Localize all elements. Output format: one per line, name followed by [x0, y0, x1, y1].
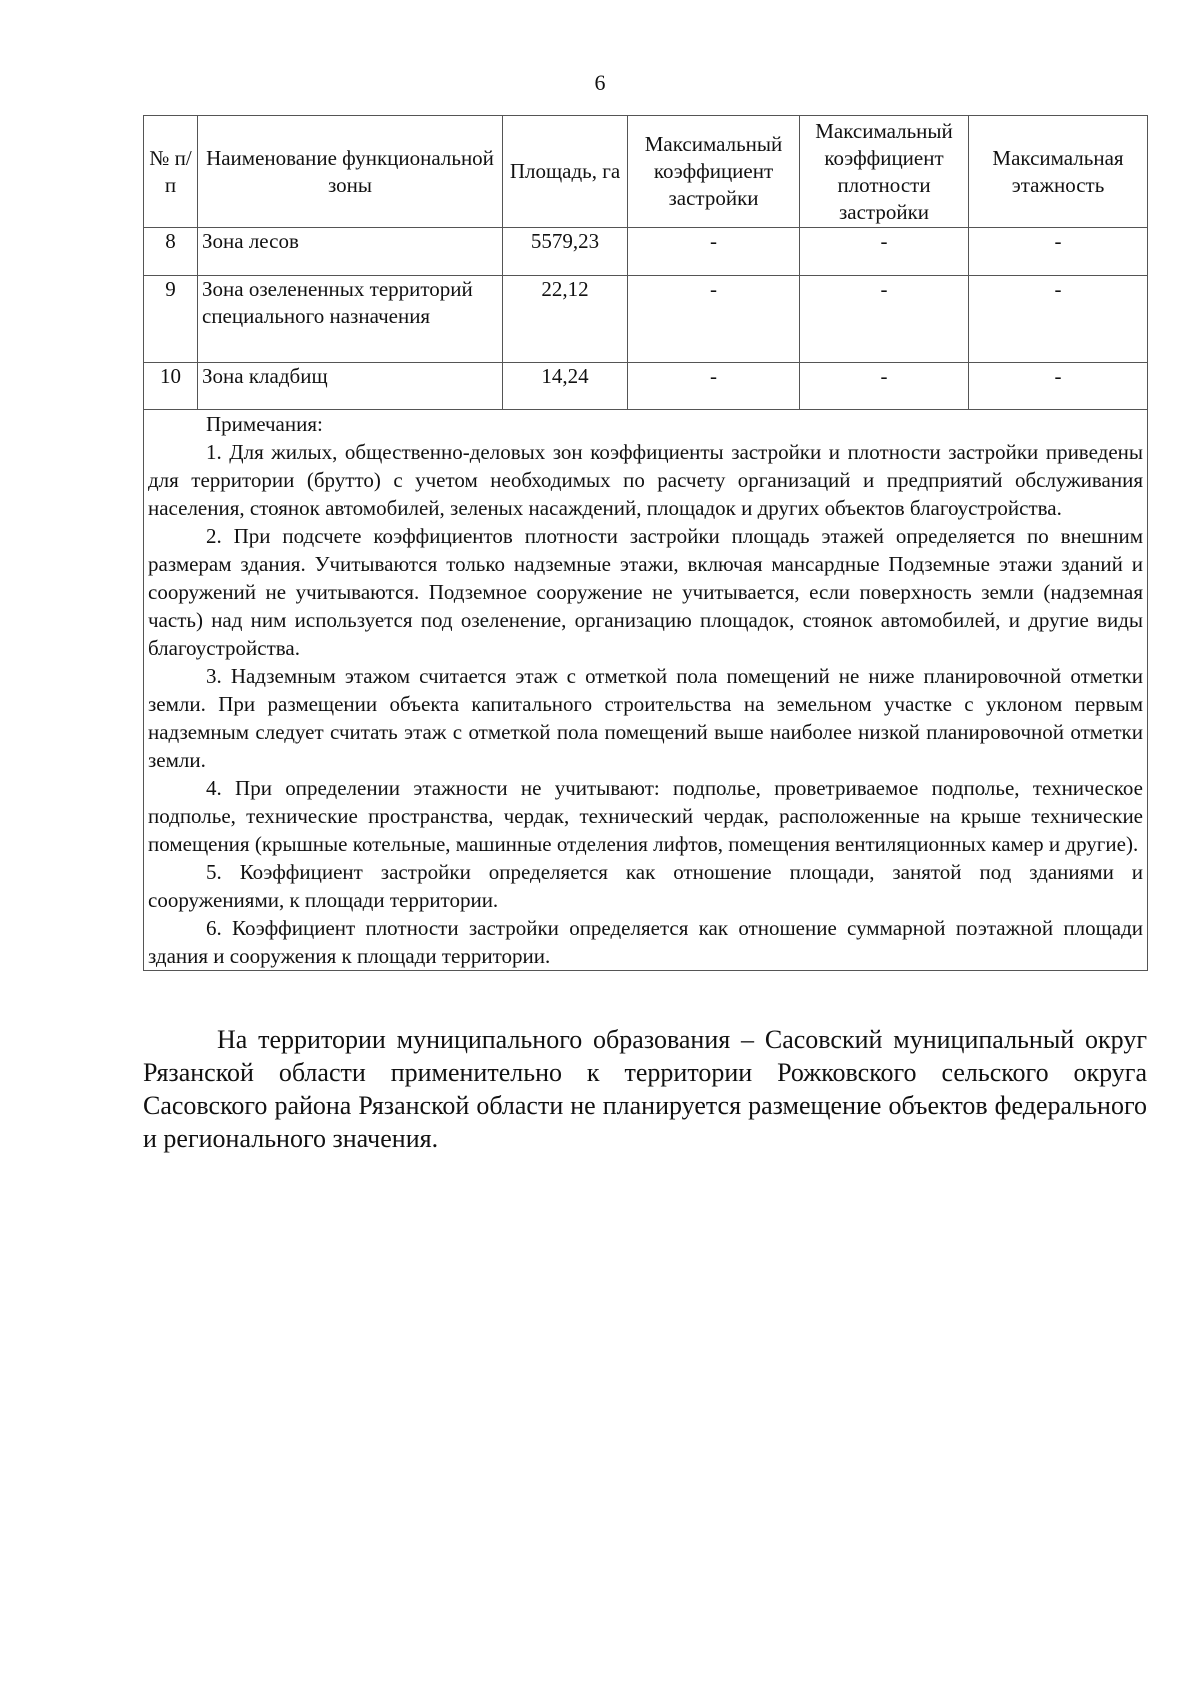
- row-density-coef: -: [800, 228, 969, 276]
- row-build-coef: -: [628, 363, 800, 410]
- row-area: 5579,23: [503, 228, 628, 276]
- table-row: [144, 228, 1148, 276]
- table-row: [144, 363, 1148, 410]
- zones-table: [143, 115, 1148, 971]
- note-item: 2. При подсчете коэффициентов плотности застройки площадь этажей определяется по внешним размерам здания. Учитываются только надземные этажи, включая мансардные Подземные этажи зданий и сооружений не учитываются. Подземное сооружение не учитывается, если поверхность земли (надземная часть) над ним используется под озеленение, организацию площадок, стоянок автомобилей, и другие виды благоустройства.: [148, 524, 1143, 660]
- notes-row: [144, 410, 1148, 971]
- table-row: [144, 276, 1148, 363]
- row-floors: -: [969, 363, 1148, 410]
- row-num: 10: [144, 363, 198, 410]
- header-num: № п/п: [144, 116, 198, 228]
- note-item: 6. Коэффициент плотности застройки определяется как отношение суммарной поэтажной площади здания и сооружения к площади территории.: [148, 916, 1143, 968]
- header-build-coef: Максимальный коэффициент застройки: [628, 116, 800, 228]
- note-item: 1. Для жилых, общественно-деловых зон коэффициенты застройки и плотности застройки приведены для территории (брутто) с учетом необходимых по расчету организаций и предприятий обслуживания населения, стоянок автомобилей, зеленых насаждений, площадок и других объектов благоустройства.: [148, 440, 1143, 520]
- row-floors: -: [969, 276, 1148, 363]
- row-density-coef: -: [800, 276, 969, 363]
- notes-cell: [144, 410, 1148, 971]
- row-zone-name: Зона кладбищ: [198, 363, 503, 410]
- page-number: 6: [594, 70, 606, 95]
- row-build-coef: -: [628, 228, 800, 276]
- row-num: 8: [144, 228, 198, 276]
- row-num: 9: [144, 276, 198, 363]
- row-density-coef: -: [800, 363, 969, 410]
- header-area: Площадь, га: [503, 116, 628, 228]
- row-zone-name: Зона озелененных территорий специального назначения: [198, 276, 503, 363]
- body-paragraph: На территории муниципального образования – Сасовский муниципальный округ Рязанской области применительно к территории Рожковского сельского округа Сасовского района Рязанской области не планируется размещение объектов федерального и регионального значения.: [143, 1025, 1147, 1153]
- row-area: 14,24: [503, 363, 628, 410]
- header-density-coef: Максимальный коэффициент плотности застройки: [800, 116, 969, 228]
- header-zone-name: Наименование функциональной зоны: [198, 116, 503, 228]
- header-floors: Максимальная этажность: [969, 116, 1148, 228]
- row-floors: -: [969, 228, 1148, 276]
- note-item: 5. Коэффициент застройки определяется как отношение площади, занятой под зданиями и сооружениями, к площади территории.: [148, 860, 1143, 912]
- table-header-row: [144, 116, 1148, 228]
- row-area: 22,12: [503, 276, 628, 363]
- row-zone-name: Зона лесов: [198, 228, 503, 276]
- row-build-coef: -: [628, 276, 800, 363]
- notes-title: Примечания:: [206, 412, 323, 436]
- note-item: 4. При определении этажности не учитывают: подполье, проветриваемое подполье, техническое подполье, технические пространства, чердак, технический чердак, расположенные на крыше технические помещения (крышные котельные, машинные отделения лифтов, помещения вентиляционных камер и другие).: [148, 776, 1143, 856]
- note-item: 3. Надземным этажом считается этаж с отметкой пола помещений не ниже планировочной отметки земли. При размещении объекта капитального строительства на земельном участке с уклоном первым надземным следует считать этаж с отметкой пола помещений выше наиболее низкой планировочной отметки земли.: [148, 664, 1143, 772]
